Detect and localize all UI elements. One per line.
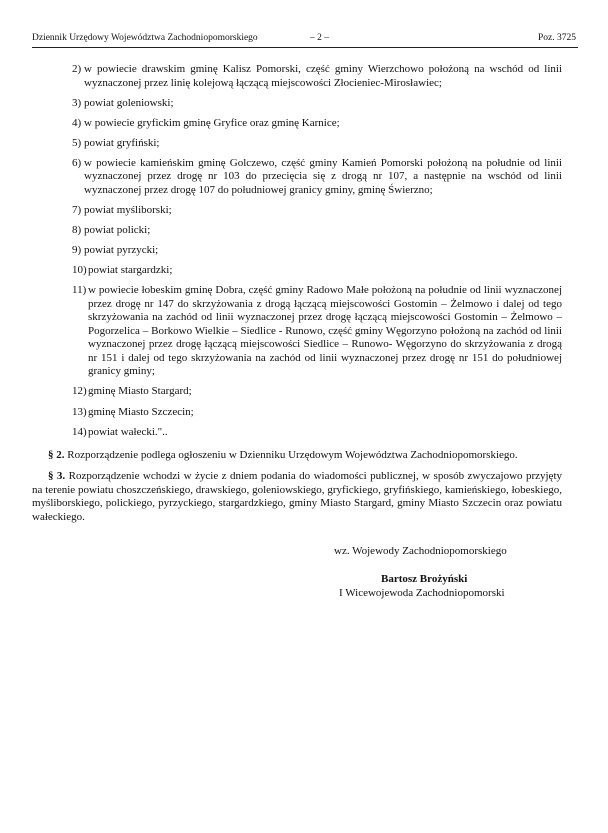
list-item-number: 9) [72,244,82,257]
list-item-number: 5) [72,136,82,149]
list-item [72,97,562,111]
paragraph-3-label: § 3. [48,470,66,482]
list-item-number: 12) [72,385,87,398]
list-item-text: powiat gryfiński; [84,136,160,149]
page-number: – 2 – [310,33,329,43]
list-item [72,63,562,90]
list-item-number: 10) [72,264,87,277]
list-item-text: powiat policki; [84,224,151,237]
list-item-text: powiat stargardzki; [88,264,173,277]
list-item-number: 14) [72,425,87,438]
list-item-text: w powiecie drawskim gminę Kalisz Pomorski, część gminy Wierzchowo położoną na wschód od linii wyznaczonej przez linię kolejową łączącą miejscowości Złocieniec-Mirosławiec; [84,63,562,89]
list-item-text: powiat myśliborski; [84,203,172,216]
list-item-text: w powiecie gryfickim gminę Gryfice oraz gminę Karnice; [84,116,340,129]
list-item-text: w powiecie kamieńskim gminę Golczewo, część gminy Kamień Pomorski położoną na południe od linii wyznaczonej przez drogę nr 103 do przecięcia się z drogą nr 107, a następnie na wschód od linii wyznaczonej przez drogę 107 do południowej granicy gminy, gminę Świerzno; [84,156,562,196]
header-divider [32,47,578,48]
list-item-number: 11) [72,284,87,297]
list-item [72,385,562,399]
list-item-text: powiat wałecki.".. [88,425,168,438]
list-item-text: powiat goleniowski; [84,96,174,109]
list-item [72,264,562,278]
list-item-number: 2) [72,63,82,75]
paragraph-2-text: Rozporządzenie podlega ogłoszeniu w Dzienniku Urzędowym Województwa Zachodniopomorskiego. [67,449,518,461]
list-item-number: 6) [72,156,82,169]
list-item [72,137,562,151]
enumerated-list [72,63,562,446]
paragraph-3-text: Rozporządzenie wchodzi w życie z dniem podania do wiadomości publicznej, w sposób zwyczajowo przyjęty na terenie powiatu choszczeńskiego, drawskiego, goleniowskiego, gryfickiego, gryfińskiego, kamieńskiego, łobeskiego, myśliborskiego, polickiego, pyrzyckiego, stargardzkiego, gminy Miasto Stargard, gminy Miasto Szczecin oraz powiatu wałeckiego. [32,470,563,523]
page-header [32,31,576,45]
paragraph-3 [32,470,562,524]
list-item [72,244,562,258]
signature-name: Bartosz Brożyński [381,573,468,585]
list-item [72,117,562,131]
list-item [72,284,562,379]
list-item-number: 8) [72,224,82,237]
position-number: Poz. 3725 [538,33,576,43]
list-item-text: powiat pyrzycki; [84,244,159,257]
list-item-number: 3) [72,96,82,109]
signature-on-behalf: wz. Wojewody Zachodniopomorskiego [334,545,507,557]
list-item [72,204,562,218]
list-item-text: w powiecie łobeskim gminę Dobra, część gminy Radowo Małe położoną na południe od linii wyznaczonej przez drogę nr 147 do skrzyżowania z drogą łączącą miejscowości Gostomin – Żelmowo i dalej od tego skrzyżowania na zachód od linii wyznaczonej przez drogę łączącą miejscowości Gostomin – Żelmowo – Pogorzelica – Borkowo Wielkie – Siedlice - Runowo, część gminy Węgorzyno położoną na zachód od linii wyznaczonej przez drogę łączącą miejscowości Siedlice – Runowo- Węgorzyno do skrzyżowania z drogą nr 151 i dalej od tego skrzyżowania na zachód od linii wyznaczonej przez drogę nr 151 do południowej granicy gminy; [88,284,562,378]
list-item [72,406,562,420]
list-item-text: gminę Miasto Szczecin; [88,405,194,418]
list-item-number: 7) [72,203,82,216]
list-item [72,157,562,198]
paragraph-2 [32,449,562,463]
paragraph-2-label: § 2. [48,449,65,461]
list-item-number: 4) [72,116,82,129]
list-item [72,224,562,238]
list-item-number: 13) [72,405,87,418]
list-item-text: gminę Miasto Stargard; [88,385,192,398]
signature-title: I Wicewojewoda Zachodniopomorski [339,587,505,599]
list-item [72,426,562,440]
journal-title: Dziennik Urzędowy Województwa Zachodniopomorskiego [32,33,258,43]
